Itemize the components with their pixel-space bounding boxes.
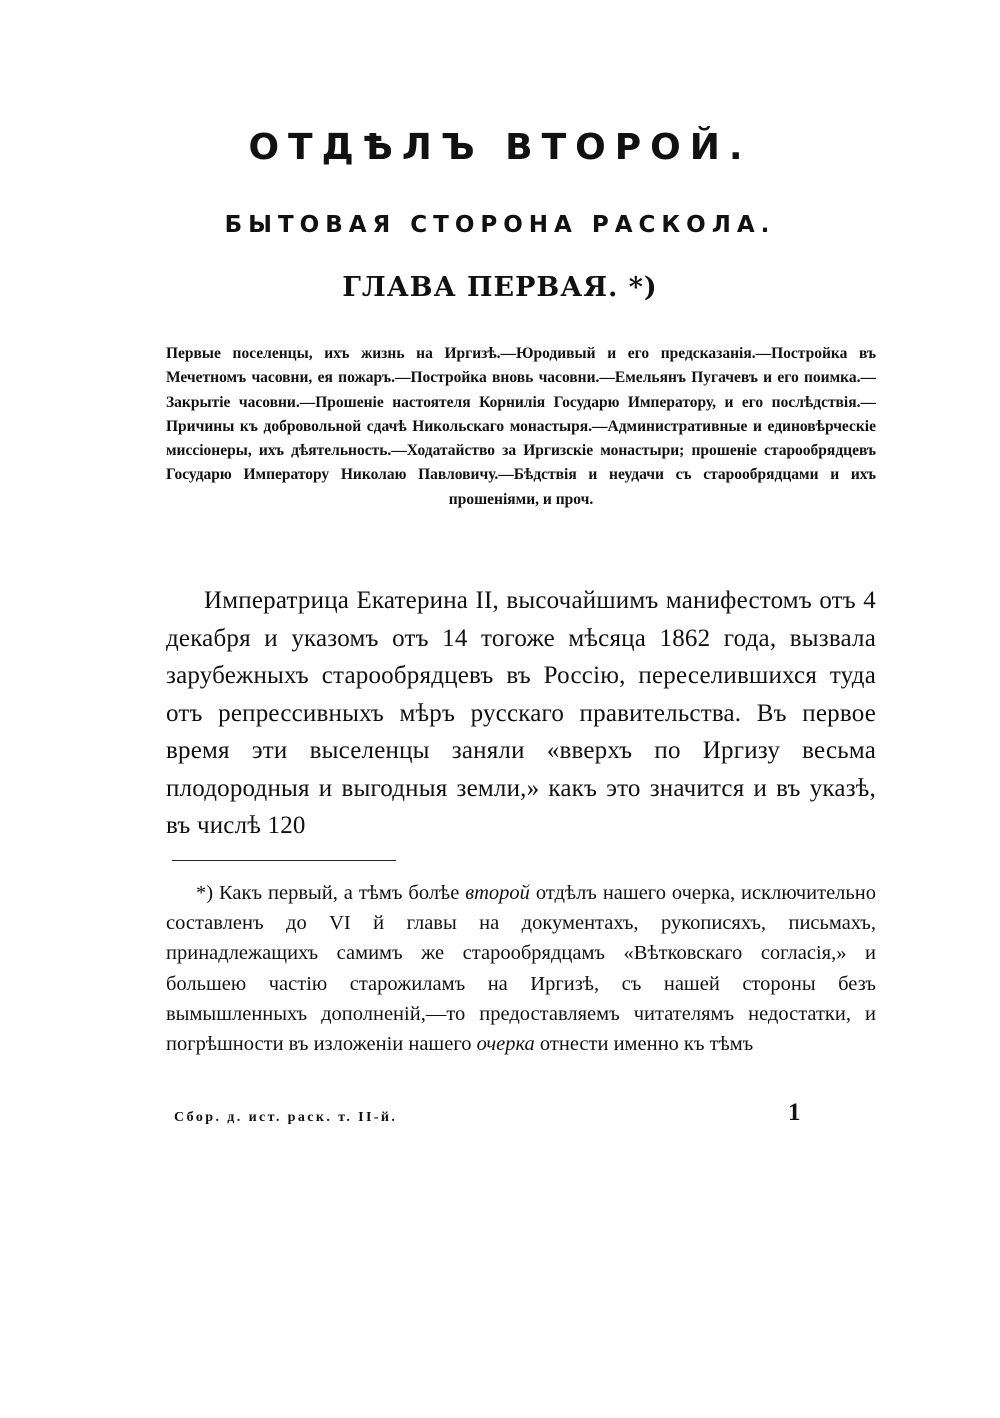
footnote-emphasis: второй [465, 882, 530, 904]
page-number: 1 [788, 1099, 801, 1126]
chapter-summary: Первые поселенцы, ихъ жизнь на Иргизѣ.—Юродивый и его предсказанія.—Постройка въ Мечетномъ часовни, ея пожаръ.—Постройка вновь часовни.—Емельянъ Пугачевъ и его поимка.—Закрытіе часовни.—Прошеніе настоятеля Корнилія Государю Императору, и его послѣдствія.—Причины къ добровольной сдачѣ Никольскаго монастыря.—Административные и единовѣрческіе миссіонеры, ихъ дѣятельность.—Ходатайство за Иргизскіе монастыри; прошеніе старообрядцевъ Государю Императору Николаю Павловичу.—Бѣдствія и неудачи съ старообрядцами и ихъ прошеніями, и проч. [166, 345, 876, 508]
section-title: ОТДѢЛЪ ВТОРОЙ. [248, 127, 752, 168]
footnote-emphasis: очерка [476, 1033, 535, 1056]
footnote-divider [172, 860, 396, 861]
footnote-text-part: отнести именно къ тѣмъ [534, 1033, 754, 1056]
footnote [166, 878, 876, 1059]
body-paragraph: Императрица Екатерина II, высочайшимъ манифестомъ отъ 4 декабря и указомъ отъ 14 тогоже мѣсяца 1862 года, вызвала зарубежныхъ старообрядцевъ въ Россію, переселившихся туда отъ репрессивныхъ мѣръ русскаго правительства. Въ первое время эти выселенцы заняли «вверхъ по Иргизу весьма плодородныя и выгодныя земли,» какъ это значится и въ указѣ, въ числѣ 120 [166, 587, 876, 839]
footnote-text-part: отдѣлъ нашего очерка, исключительно составленъ до VI й главы на документахъ, рукописяхъ, письмахъ, принадлежащихъ самимъ же старообрядцамъ «Вѣтковскаго согласія,» и большею частію старожиламъ на Иргизѣ, съ нашей стороны безъ вымышленныхъ дополненій,—то предоставляемъ читателямъ недостатки, и погрѣшности въ изложеніи нашего [166, 882, 876, 1056]
part-title: БЫТОВАЯ СТОРОНА РАСКОЛА. [224, 212, 776, 238]
footnote-text-part: *) Какъ первый, а тѣмъ болѣе [196, 882, 466, 904]
chapter-title: ГЛАВА ПЕРВАЯ. *) [342, 272, 658, 303]
printer-signature: Сбор. д. ист. раск. т. II-й. [174, 1110, 398, 1125]
